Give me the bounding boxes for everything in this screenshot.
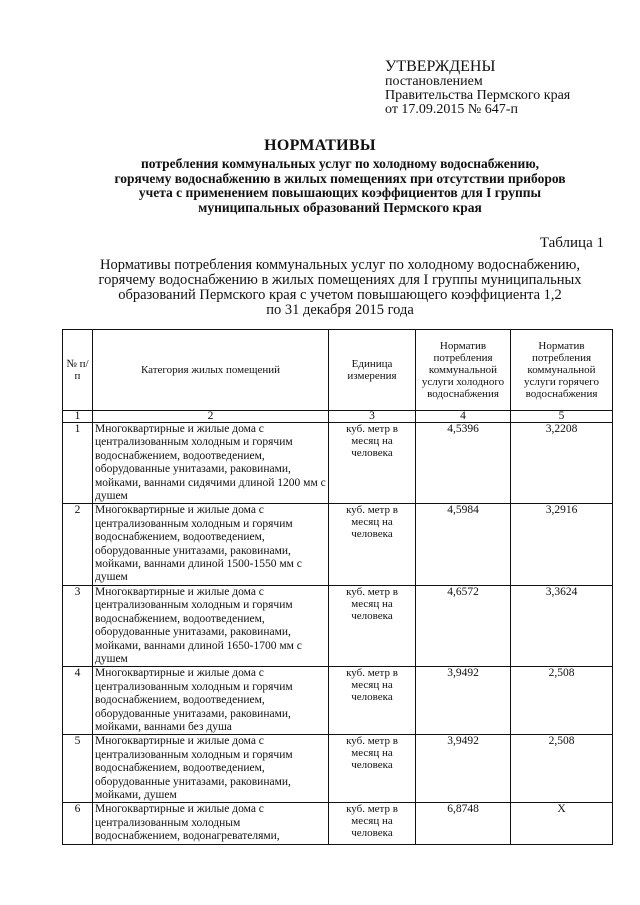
row-cold-value: 4,5984	[416, 504, 511, 585]
table-row	[63, 504, 613, 585]
row-unit: куб. метр в месяц на человека	[329, 504, 416, 585]
approval-block	[385, 58, 635, 117]
row-unit: куб. метр в месяц на человека	[329, 585, 416, 666]
row-number: 2	[63, 504, 93, 585]
row-unit: куб. метр в месяц на человека	[329, 735, 416, 803]
approval-heading: УТВЕРЖДЕНЫ	[385, 58, 496, 75]
column-number: 3	[329, 411, 416, 423]
table-row	[63, 585, 613, 666]
table-label: Таблица 1	[539, 235, 604, 251]
row-number: 4	[63, 667, 93, 735]
row-hot-value: 3,2916	[511, 504, 613, 585]
row-category: Многоквартирные и жилые дома с централизованным холодным водоснабжением, водонагревателями,	[93, 803, 329, 844]
column-number: 4	[416, 411, 511, 423]
row-hot-value: 3,3624	[511, 585, 613, 666]
row-number: 1	[63, 423, 93, 504]
row-cold-value: 4,6572	[416, 585, 511, 666]
table-header-row	[63, 330, 613, 411]
header-category: Категория жилых помещений	[93, 330, 329, 411]
document-title: НОРМАТИВЫ	[264, 137, 376, 154]
header-hot-water: Норматив потребления коммунальной услуги горячего водоснабжения	[511, 330, 613, 411]
table-heading-line: горячему водоснабжению в жилых помещениях для I группы муниципальных	[98, 272, 582, 288]
row-hot-value: Х	[511, 803, 613, 844]
table-row	[63, 667, 613, 735]
table-row	[63, 423, 613, 504]
table-row	[63, 803, 613, 844]
header-cold-water: Норматив потребления коммунальной услуги холодного водоснабжения	[416, 330, 511, 411]
column-number: 2	[93, 411, 329, 423]
subtitle-line: потребления коммунальных услуг по холодному водоснабжению,	[140, 156, 540, 171]
header-unit: Единица измерения	[329, 330, 416, 411]
subtitle-line: учета с применением повышающих коэффициентов для I группы	[138, 185, 542, 200]
row-hot-value: 2,508	[511, 735, 613, 803]
row-cold-value: 3,9492	[416, 667, 511, 735]
column-number: 5	[511, 411, 613, 423]
row-unit: куб. метр в месяц на человека	[329, 803, 416, 844]
table-heading-line: по 31 декабря 2015 года	[266, 302, 414, 318]
approval-line: Правительства Пермского края	[385, 88, 571, 103]
row-number: 3	[63, 585, 93, 666]
norms-table	[62, 329, 613, 845]
row-hot-value: 2,508	[511, 667, 613, 735]
table-heading	[70, 258, 610, 318]
row-unit: куб. метр в месяц на человека	[329, 667, 416, 735]
table-heading-line: образований Пермского края с учетом повышающего коэффициента 1,2	[118, 287, 562, 303]
row-category: Многоквартирные и жилые дома с централизованным холодным и горячим водоснабжением, водоотведением, оборудованные унитазами, раковинами, мойками, душем	[93, 735, 329, 803]
subtitle-line: муниципальных образований Пермского края	[198, 199, 482, 215]
column-number: 1	[63, 411, 93, 423]
row-category: Многоквартирные и жилые дома с централизованным холодным и горячим водоснабжением, водоотведением, оборудованные унитазами, раковинами, мойками, ваннами сидячими длиной 1200 мм с душем	[93, 423, 329, 504]
row-category: Многоквартирные и жилые дома с централизованным холодным и горячим водоснабжением, водоотведением, оборудованные унитазами, раковинами, мойками, ваннами без душа	[93, 667, 329, 735]
row-number: 6	[63, 803, 93, 844]
row-category: Многоквартирные и жилые дома с централизованным холодным и горячим водоснабжением, водоотведением, оборудованные унитазами, раковинами, мойками, ваннами длиной 1650-1700 мм с душем	[93, 585, 329, 666]
table-heading-line: Нормативы потребления коммунальных услуг по холодному водоснабжению,	[100, 257, 580, 273]
table-row	[63, 735, 613, 803]
row-cold-value: 3,9492	[416, 735, 511, 803]
row-cold-value: 4,5396	[416, 423, 511, 504]
row-unit: куб. метр в месяц на человека	[329, 423, 416, 504]
header-num: № п/п	[63, 330, 93, 411]
document-subtitle	[100, 157, 580, 215]
row-cold-value: 6,8748	[416, 803, 511, 844]
approval-line: постановлением	[385, 74, 483, 89]
column-numbers-row	[63, 411, 613, 423]
approval-line: от 17.09.2015 № 647-п	[385, 102, 518, 117]
row-number: 5	[63, 735, 93, 803]
row-category: Многоквартирные и жилые дома с централизованным холодным и горячим водоснабжением, водоотведением, оборудованные унитазами, раковинами, мойками, ваннами длиной 1500-1550 мм с душем	[93, 504, 329, 585]
row-hot-value: 3,2208	[511, 423, 613, 504]
subtitle-line: горячему водоснабжению в жилых помещениях при отсутствии приборов	[114, 170, 566, 186]
